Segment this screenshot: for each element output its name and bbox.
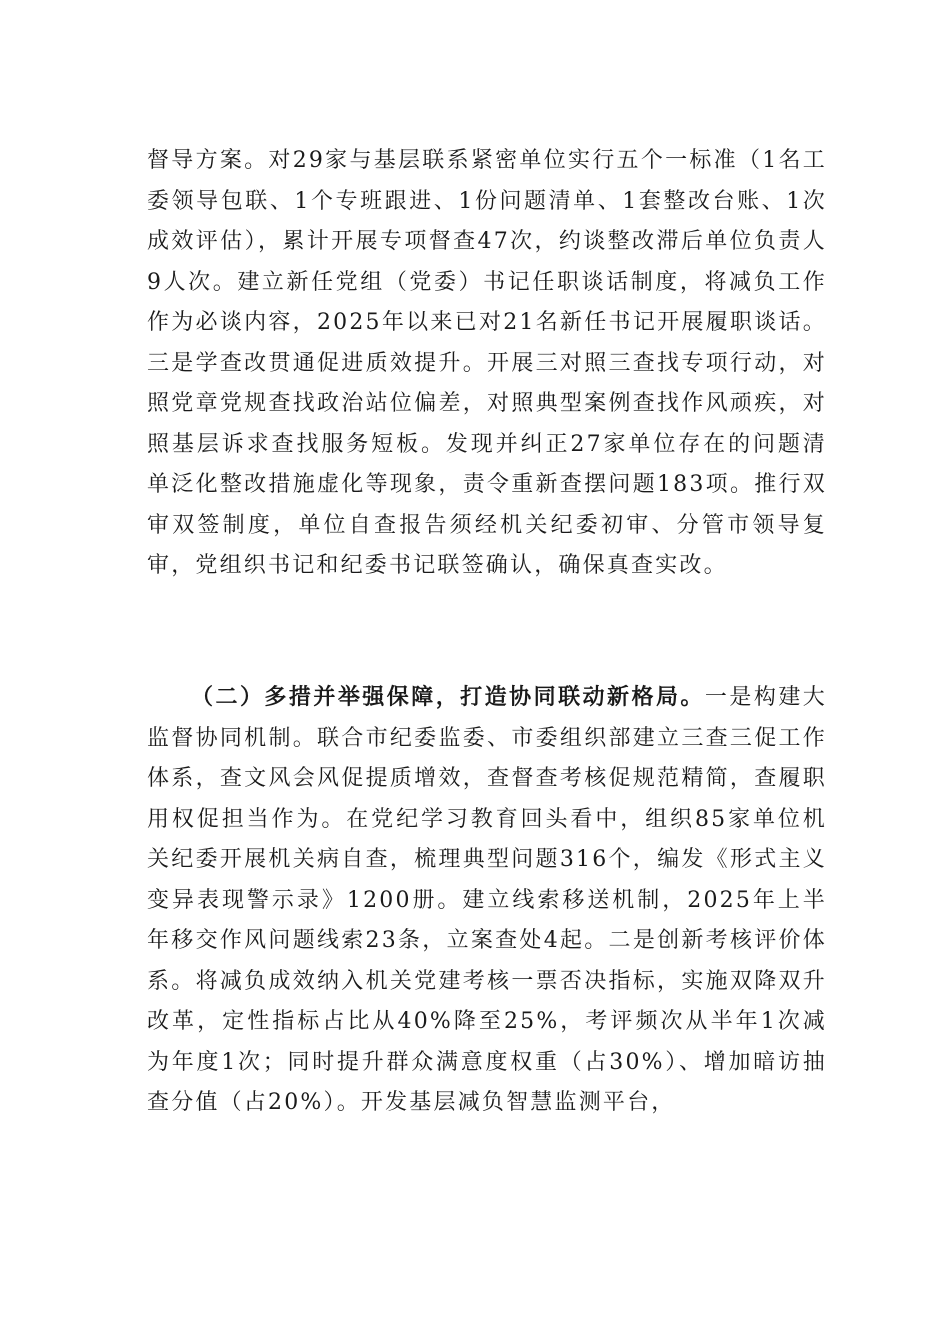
section-heading: （二）多措并举强保障，打造协同联动新格局。 bbox=[191, 684, 705, 710]
body-paragraph-2 bbox=[147, 677, 827, 1124]
section-body: 一是构建大监督协同机制。联合市纪委监委、市委组织部建立三查三促工作体系，查文风会风促提质增效，查督查考核促规范精简，查履职用权促担当作为。在党纪学习教育回头看中，组织85家单位机关纪委开展机关病自查，梳理典型问题316个，编发《形式主义变异表现警示录》1200册。建立线索移送机制，2025年上半年移交作风问题线索23条，立案查处4起。二是创新考核评价体系。将减负成效纳入机关党建考核一票否决指标，实施双降双升改革，定性指标占比从40%降至25%，考评频次从半年1次减为年度1次；同时提升群众满意度权重（占30%）、增加暗访抽查分值（占20%）。开发基层减负智慧监测平台， bbox=[147, 685, 827, 1115]
body-paragraph-1: 督导方案。对29家与基层联系紧密单位实行五个一标准（1名工委领导包联、1个专班跟进、1份问题清单、1套整改台账、1次成效评估），累计开展专项督查47次，约谈整改滞后单位负责人9人次。建立新任党组（党委）书记任职谈话制度，将减负工作作为必谈内容，2025年以来已对21名新任书记开展履职谈话。三是学查改贯通促进质效提升。开展三对照三查找专项行动，对照党章党规查找政治站位偏差，对照典型案例查找作风顽疾，对照基层诉求查找服务短板。发现并纠正27家单位存在的问题清单泛化整改措施虚化等现象，责令重新查摆问题183项。推行双审双签制度，单位自查报告须经机关纪委初审、分管市领导复审，党组织书记和纪委书记联签确认，确保真查实改。 bbox=[147, 148, 827, 578]
